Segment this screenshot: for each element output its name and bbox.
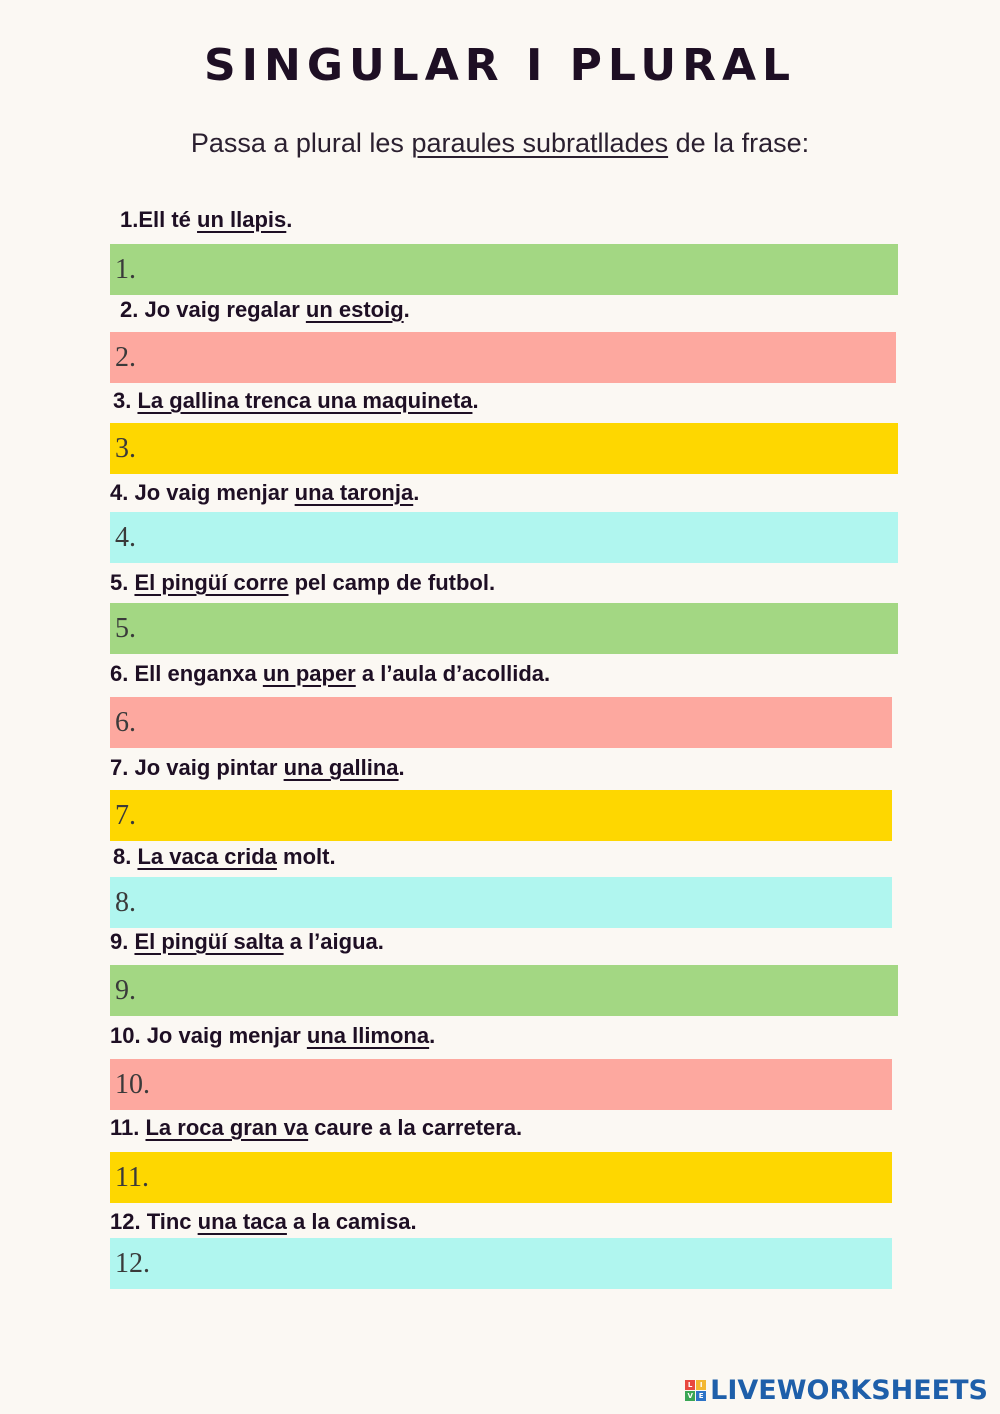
- question-11-prefix: 11.: [110, 1115, 146, 1140]
- question-6-underlined: un paper: [262, 661, 356, 686]
- question-3: [113, 388, 479, 414]
- question-9-suffix: a l’aigua.: [283, 929, 384, 954]
- question-8: [113, 844, 336, 870]
- logo-letter-l: L: [685, 1380, 695, 1390]
- question-5-underlined: El pingüí corre: [134, 570, 289, 595]
- question-4-suffix: .: [413, 480, 420, 505]
- liveworksheets-logo: [685, 1374, 988, 1406]
- question-9-underlined: El pingüí salta: [134, 929, 284, 954]
- question-2-underlined: un estoig: [305, 297, 404, 322]
- question-11-suffix: caure a la carretera.: [308, 1115, 523, 1140]
- question-9-prefix: 9.: [110, 929, 135, 954]
- question-1-underlined: un llapis: [197, 207, 287, 232]
- question-7-prefix: 7. Jo vaig pintar: [110, 755, 284, 780]
- logo-letter-v: V: [685, 1391, 695, 1401]
- question-12: [110, 1209, 417, 1235]
- question-5-suffix: pel camp de futbol.: [288, 570, 496, 595]
- question-5: [110, 570, 495, 596]
- question-10: [110, 1023, 435, 1049]
- question-3-prefix: 3.: [113, 388, 138, 413]
- question-3-suffix: .: [472, 388, 479, 413]
- logo-letter-e: E: [696, 1391, 706, 1401]
- question-10-prefix: 10. Jo vaig menjar: [110, 1023, 307, 1048]
- instructions-before: Passa a plural les: [190, 128, 412, 158]
- question-11: [110, 1115, 522, 1141]
- question-1-suffix: .: [286, 207, 293, 232]
- answer-input-12[interactable]: [110, 1238, 892, 1289]
- question-2-prefix: 2. Jo vaig regalar: [120, 297, 306, 322]
- question-4: [110, 480, 419, 506]
- question-8-prefix: 8.: [113, 844, 138, 869]
- instructions-underlined: paraules subratllades: [411, 128, 669, 158]
- question-7: [110, 755, 405, 781]
- question-4-prefix: 4. Jo vaig menjar: [110, 480, 295, 505]
- question-10-underlined: una llimona: [306, 1023, 430, 1048]
- question-5-prefix: 5.: [110, 570, 135, 595]
- answer-input-3[interactable]: [110, 423, 898, 474]
- logo-letter-i: I: [696, 1380, 706, 1390]
- question-3-underlined: La gallina trenca una maquineta: [137, 388, 473, 413]
- question-12-underlined: una taca: [197, 1209, 287, 1234]
- answer-input-11[interactable]: [110, 1152, 892, 1203]
- answer-input-7[interactable]: [110, 790, 892, 841]
- question-12-prefix: 12. Tinc: [110, 1209, 198, 1234]
- liveworksheets-logo-icon: [685, 1380, 706, 1401]
- answer-input-5[interactable]: [110, 603, 898, 654]
- question-9: [110, 929, 384, 955]
- worksheet-title: SINGULAR I PLURAL: [203, 40, 797, 91]
- instructions: [0, 128, 1000, 159]
- brand-name: LIVEWORKSHEETS: [710, 1374, 988, 1406]
- answer-input-9[interactable]: [110, 965, 898, 1016]
- question-8-suffix: molt.: [276, 844, 336, 869]
- answer-input-2[interactable]: [110, 332, 896, 383]
- question-7-suffix: .: [398, 755, 405, 780]
- question-1: [120, 207, 292, 233]
- question-2-suffix: .: [403, 297, 410, 322]
- instructions-after: de la frase:: [668, 128, 810, 158]
- question-6: [110, 661, 550, 687]
- question-12-suffix: a la camisa.: [286, 1209, 417, 1234]
- question-7-underlined: una gallina: [283, 755, 399, 780]
- question-6-suffix: a l’aula d’acollida.: [355, 661, 551, 686]
- question-11-underlined: La roca gran va: [145, 1115, 309, 1140]
- question-10-suffix: .: [429, 1023, 436, 1048]
- answer-input-8[interactable]: [110, 877, 892, 928]
- answer-input-10[interactable]: [110, 1059, 892, 1110]
- answer-input-4[interactable]: [110, 512, 898, 563]
- answer-input-6[interactable]: [110, 697, 892, 748]
- question-8-underlined: La vaca crida: [137, 844, 277, 869]
- question-6-prefix: 6. Ell enganxa: [110, 661, 263, 686]
- answer-input-1[interactable]: [110, 244, 898, 295]
- question-4-underlined: una taronja: [294, 480, 414, 505]
- question-1-prefix: 1.Ell té: [120, 207, 198, 232]
- question-2: [120, 297, 410, 323]
